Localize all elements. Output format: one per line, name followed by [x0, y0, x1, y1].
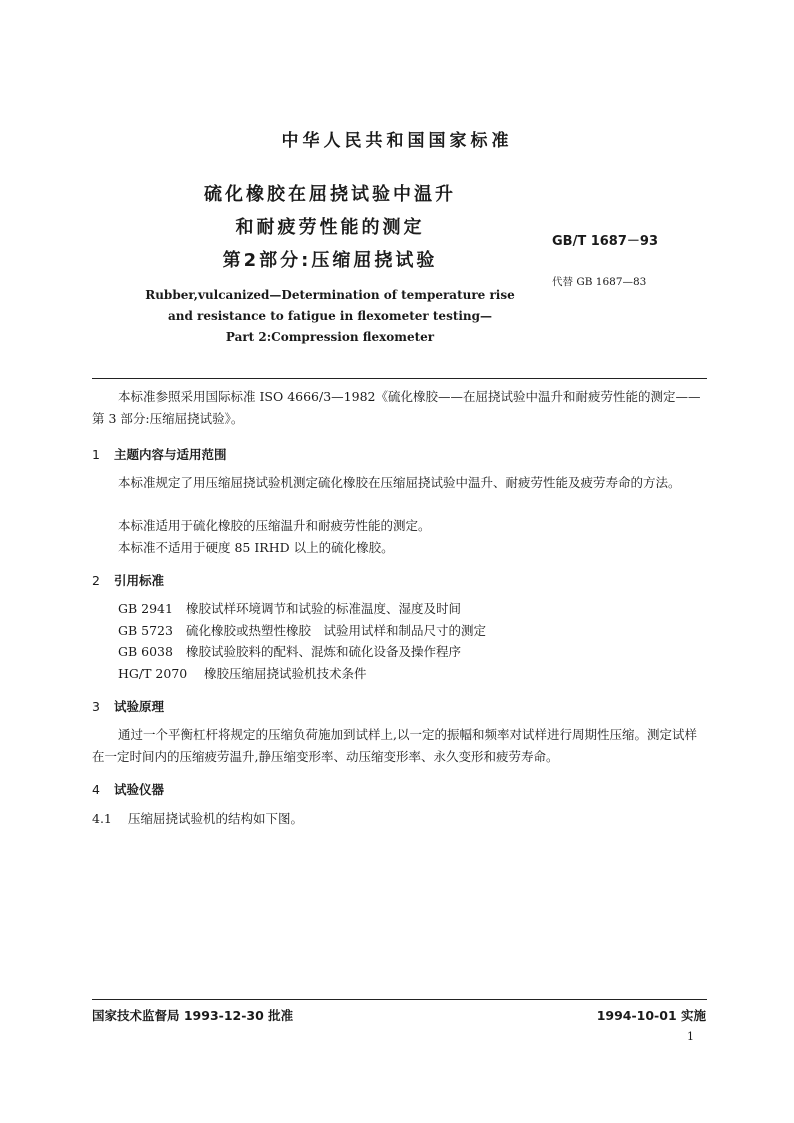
reference-title: 橡胶压缩屈挠试验机技术条件: [204, 666, 367, 681]
section-1-number: 1: [92, 447, 100, 462]
reference-code: GB 2941: [118, 601, 173, 616]
reference-title: 橡胶试样环境调节和试验的标准温度、湿度及时间: [186, 601, 462, 616]
reference-title: 硫化橡胶或热塑性橡胶 试验用试样和制品尺寸的测定: [186, 623, 487, 638]
reference-code: HG/T 2070: [118, 666, 188, 681]
approval-date: 国家技术监督局 1993-12-30 批准: [92, 1008, 294, 1023]
implementation-date: 1994-10-01 实施: [596, 1008, 706, 1023]
page-number: 1: [687, 1030, 694, 1043]
section-1-paragraph-3: 本标准不适用于硬度 85 IRHD 以上的硫化橡胶。: [118, 540, 394, 555]
section-3-number: 3: [92, 699, 100, 714]
subsection-4-1-text: 压缩屈挠试验机的结构如下图。: [128, 811, 304, 826]
section-1-title: 主题内容与适用范围: [114, 447, 227, 462]
reference-title: 橡胶试验胶料的配料、混炼和硫化设备及操作程序: [186, 644, 462, 659]
subsection-4-1-number: 4.1: [92, 811, 112, 826]
section-2-heading: [92, 571, 164, 589]
footer-divider: [92, 999, 707, 1000]
national-standard-heading: 中华人民共和国国家标准: [281, 131, 513, 151]
section-1-paragraph-2: 本标准适用于硫化橡胶的压缩温升和耐疲劳性能的测定。: [118, 518, 431, 533]
section-4-title: 试验仪器: [114, 782, 165, 797]
reference-item: [118, 621, 486, 639]
header-divider: [92, 378, 707, 379]
english-title-line-3: Part 2:Compression flexometer: [225, 330, 435, 344]
section-3-heading: [92, 697, 164, 715]
section-3-title: 试验原理: [114, 699, 165, 714]
section-1-paragraph-1: 本标准规定了用压缩屈挠试验机测定硫化橡胶在压缩屈挠试验中温升、耐疲劳性能及疲劳寿命的方法。: [118, 475, 681, 490]
section-2-title: 引用标准: [114, 573, 165, 588]
section-1-heading: [92, 445, 227, 463]
title-line-3: 第2部分:压缩屈挠试验: [222, 250, 438, 271]
section-4-heading: [92, 780, 164, 798]
english-title-line-2: and resistance to fatigue in flexometer testing—: [167, 309, 493, 323]
subsection-4-1: [92, 808, 707, 830]
title-line-1: 硫化橡胶在屈挠试验中温升: [204, 184, 456, 205]
reference-item: [118, 664, 367, 682]
reference-code: GB 5723: [118, 623, 173, 638]
english-title-line-1: Rubber,vulcanized—Determination of temperature rise: [145, 288, 515, 302]
standard-code: GB/T 1687－93: [552, 234, 658, 249]
reference-code: GB 6038: [118, 644, 173, 659]
section-4-number: 4: [92, 782, 100, 797]
reference-item: [118, 642, 461, 660]
title-line-2: 和耐疲劳性能的测定: [235, 217, 425, 238]
section-2-number: 2: [92, 573, 100, 588]
section-3-paragraph: 通过一个平衡杠杆将规定的压缩负荷施加到试样上,以一定的振幅和频率对试样进行周期性压缩。测定试样在一定时间内的压缩疲劳温升,静压缩变形率、动压缩变形率、永久变形和疲劳寿命。: [92, 727, 697, 764]
replaces-note: 代替 GB 1687—83: [552, 276, 647, 288]
reference-item: [118, 599, 461, 617]
intro-paragraph: 本标准参照采用国际标准 ISO 4666/3—1982《硫化橡胶——在屈挠试验中温升和耐疲劳性能的测定——第 3 部分:压缩屈挠试验》。: [92, 389, 701, 426]
